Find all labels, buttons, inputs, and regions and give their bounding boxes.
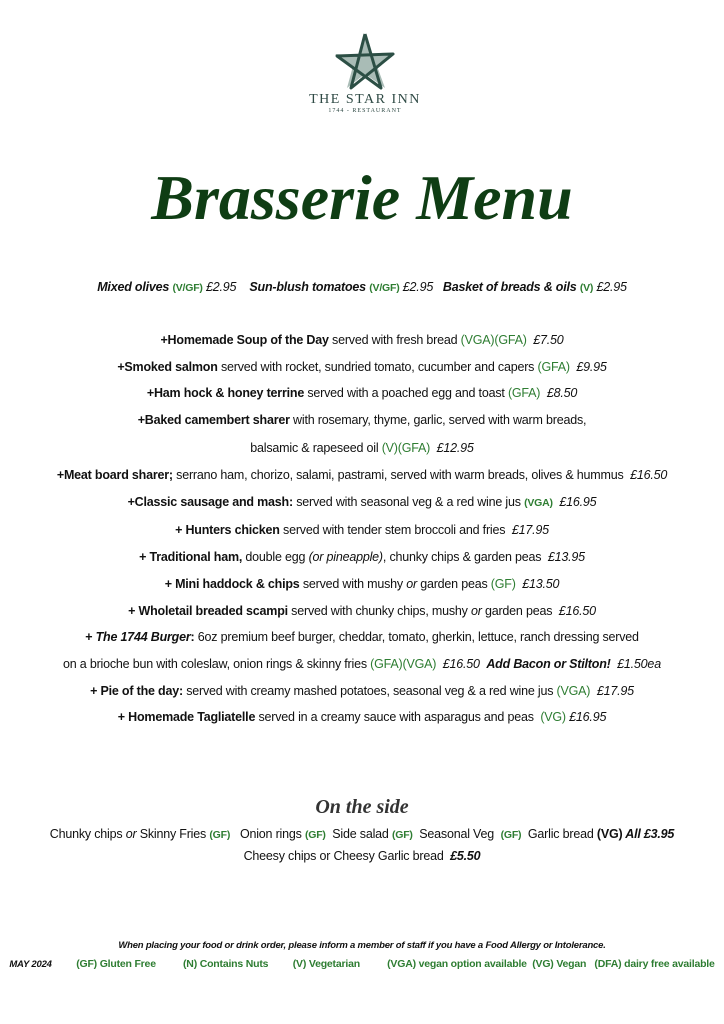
menu-text: +Meat board sharer; [56, 468, 173, 482]
dietary-tag: (V/GF) [172, 282, 203, 294]
menu-text: or [125, 827, 137, 841]
mains-line [0, 359, 724, 375]
dietary-tag: (V)(GFA) [381, 441, 431, 455]
menu-text: +Baked camembert sharer [137, 413, 290, 427]
menu-text: Onion rings [230, 827, 305, 841]
menu-text: +Homemade Soup of the Day [160, 333, 329, 347]
dietary-tag: (GF) [500, 829, 522, 841]
mains-line [0, 683, 724, 699]
dietary-tag: (GFA) [507, 386, 541, 400]
menu-text: £7.50 [526, 333, 564, 347]
menu-text: balsamic & rapeseed oil [250, 441, 382, 455]
menu-text: + [85, 630, 96, 644]
menu-text: £16.50 [623, 468, 668, 482]
menu-text: (or pineapple) [308, 550, 383, 564]
menu-text: served with chunky chips, mushy [287, 604, 471, 618]
menu-text: Garlic bread [521, 827, 597, 841]
menu-text: served with tender stem broccoli and fries [279, 523, 506, 537]
mains-line [0, 656, 724, 672]
menu-text: Skinny Fries [136, 827, 210, 841]
dietary-tag: (GF) [209, 829, 231, 841]
menu-text: £2.95 [593, 280, 627, 294]
menu-text: + Hunters chicken [175, 523, 280, 537]
dietary-tag: (GF) [304, 829, 326, 841]
mains-line [0, 629, 724, 645]
menu-text: £8.50 [540, 386, 578, 400]
mains-line [0, 709, 724, 725]
menu-text: served with mushy [299, 577, 407, 591]
dietary-tag: (V/GF) [369, 282, 400, 294]
menu-text: £2.95 [399, 280, 443, 294]
dietary-tag: (GF) [490, 577, 516, 591]
dietary-tag: (VG) [540, 710, 566, 724]
menu-text: + Traditional ham, [139, 550, 243, 564]
dietary-tag: (VGA)(GFA) [460, 333, 527, 347]
menu-text: £1.50ea [610, 657, 661, 671]
star-icon [325, 30, 405, 92]
menu-text: +Smoked salmon [117, 360, 218, 374]
menu-text: serrano ham, chorizo, salami, pastrami, served with warm breads, olives & hummus [172, 468, 624, 482]
menu-text: on a brioche bun with coleslaw, onion rings & skinny fries [63, 657, 371, 671]
nibbles-line [0, 279, 724, 296]
mains-line [0, 412, 724, 428]
menu-text: garden peas [416, 577, 491, 591]
menu-text: (VG) [596, 827, 623, 841]
menu-text: or [406, 577, 417, 591]
menu-text: garden peas [481, 604, 553, 618]
mains-line [0, 440, 724, 456]
menu-text: +Ham hock & honey terrine [146, 386, 305, 400]
dietary-tag: (GF) Gluten Free (N) Contains Nuts (V) Vegetarian (VGA) vegan option available (VG) Vegan (DFA) dairy free available [51, 958, 715, 970]
menu-text: served with fresh bread [328, 333, 461, 347]
menu-text: Mixed olives [97, 280, 173, 294]
menu-text: double egg [242, 550, 309, 564]
menu-text: £9.95 [569, 360, 607, 374]
menu-text: + Pie of the day: [90, 684, 183, 698]
mains-line [0, 385, 724, 401]
menu-text: Add Bacon or Stilton! [486, 657, 611, 671]
menu-text: £13.50 [515, 577, 560, 591]
menu-text: + Wholetail breaded scampi [128, 604, 288, 618]
footer-line [0, 956, 724, 973]
menu-text: or [470, 604, 482, 618]
menu-text: £2.95 [202, 280, 250, 294]
dietary-tag: (GFA) [537, 360, 570, 374]
menu-text: served with a poached egg and toast [304, 386, 508, 400]
menu-text: served with rocket, sundried tomato, cucumber and capers [217, 360, 538, 374]
page-title: Brasserie Menu [151, 162, 573, 233]
menu-text: £17.95 [590, 684, 634, 698]
menu-text: MAY 2024 [9, 959, 52, 970]
menu-text: £16.95 [565, 710, 607, 724]
mains-line [0, 467, 724, 483]
menu-text: served with creamy mashed potatoes, seasonal veg & a red wine jus [182, 684, 557, 698]
sides-line [0, 848, 724, 864]
menu-text: £16.95 [552, 495, 597, 509]
footer-line [0, 938, 724, 954]
menu-text: , chunky chips & garden peas [382, 550, 542, 564]
menu-text: All £3.95 [622, 827, 675, 841]
menu-text: Cheesy chips or Cheesy Garlic bread [243, 849, 451, 863]
menu-text: served in a creamy sauce with asparagus and peas [255, 710, 541, 724]
menu-text: £12.95 [430, 441, 474, 455]
menu-text: Basket of breads & oils [442, 280, 580, 294]
menu-text: Chunky chips [49, 827, 126, 841]
dietary-tag: (V) [579, 282, 594, 294]
dietary-tag: (GF) [391, 829, 413, 841]
menu-text: Seasonal Veg [412, 827, 501, 841]
menu-text: The 1744 Burger [95, 630, 191, 644]
dietary-tag: (GFA)(VGA) [370, 657, 437, 671]
mains-line [0, 549, 724, 565]
sides-heading: On the side [315, 796, 409, 818]
sides-line [0, 826, 724, 843]
logo-name: THE STAR INN [309, 92, 421, 107]
menu-text: £13.95 [541, 550, 585, 564]
menu-text: Side salad [325, 827, 392, 841]
star-inn-logo [290, 30, 440, 125]
menu-text: £16.50 [436, 657, 487, 671]
dietary-tag: (VGA) [524, 497, 553, 509]
menu-text: + Homemade Tagliatelle [117, 710, 256, 724]
mains-line [0, 494, 724, 511]
menu-text: served with seasonal veg & a red wine jus [292, 495, 525, 509]
menu-text: : [190, 630, 195, 644]
menu-text: + Mini haddock & chips [164, 577, 300, 591]
mains-line [0, 576, 724, 592]
menu-text: £5.50 [450, 849, 481, 863]
logo-subtitle: 1744 - RESTAURANT [328, 108, 402, 114]
menu-text: £17.95 [505, 523, 549, 537]
menu-text: £16.50 [552, 604, 596, 618]
menu-text: +Classic sausage and mash: [127, 495, 293, 509]
menu-text: with rosemary, thyme, garlic, served with warm breads, [289, 413, 587, 427]
menu-text: Sun-blush tomatoes [249, 280, 370, 294]
menu-text: When placing your food or drink order, please inform a member of staff if you have a Food Allergy or Intolerance. [118, 940, 606, 951]
mains-line [0, 332, 724, 348]
menu-text: 6oz premium beef burger, cheddar, tomato, gherkin, lettuce, ranch dressing served [194, 630, 639, 644]
dietary-tag: (VGA) [556, 684, 591, 698]
mains-line [0, 522, 724, 538]
mains-line [0, 603, 724, 619]
